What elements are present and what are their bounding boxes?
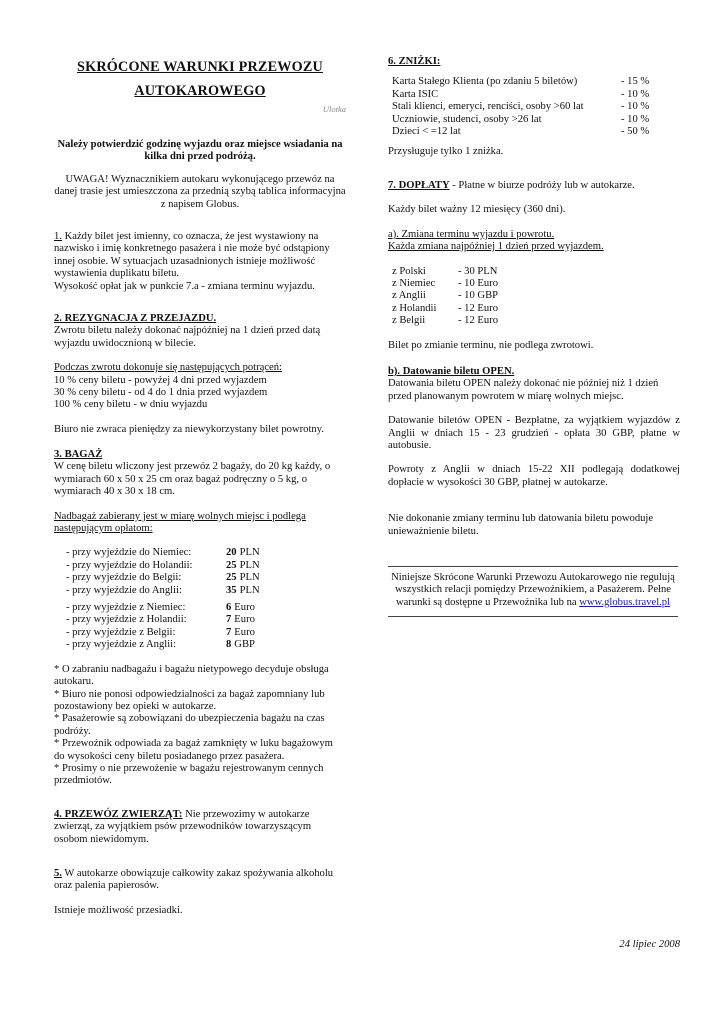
baggage-notes bbox=[54, 664, 346, 788]
fee-row: - przy wyjeździe z Niemiec: 6 Euro bbox=[66, 602, 255, 614]
section-7-intro: 7. DOPŁATY - Płatne w biurze podróży lub w autokarze. bbox=[388, 180, 635, 191]
section-6-note: Przysługuje tylko 1 zniżka. bbox=[388, 146, 504, 158]
section-7b bbox=[388, 366, 680, 538]
fee-row: - przy wyjeździe do Holandii: 25 PLN bbox=[66, 559, 260, 571]
deduction-item: 30 % ceny biletu - od 4 do 1 dnia przed wyjazdem bbox=[54, 387, 268, 399]
section-7b-text: Nie dokonanie zmiany terminu lub datowania biletu powoduje unieważnienie biletu. bbox=[388, 513, 654, 537]
section-3 bbox=[54, 449, 346, 788]
fee-row: - przy wyjeździe z Anglii: 8 GBP bbox=[66, 639, 255, 651]
disclaimer-text: Niniejsze Skrócone Warunki Przewozu Autokarowego nie regulują wszystkich relacji pomiędzy Przewoźnikiem, a Pasażerem. Pełne warunki są dostępne u Przewoźnika lub na bbox=[391, 572, 675, 608]
fee-row: - przy wyjeździe z Belgii: 7 Euro bbox=[66, 626, 255, 638]
surcharge-row: z Polski - 30 PLN bbox=[392, 265, 498, 277]
section-3-subheading: Nadbagaż zabierany jest w miarę wolnych miejsc i podlega następującym opłatom: bbox=[54, 510, 306, 535]
fees-to-list bbox=[54, 547, 346, 597]
ticket-validity: Każdy bilet ważny 12 miesięcy (360 dni). bbox=[388, 204, 566, 216]
section-3-text: W cenę biletu wliczony jest przewóz 2 bagaży, do 20 kg każdy, o wymiarach 60 x 50 x 25 cm oraz bagaż podręczny o 5 kg, o wymiarach 40 x 30 x 18 cm. bbox=[54, 461, 331, 498]
section-2 bbox=[54, 313, 346, 436]
fee-row: - przy wyjeździe z Holandii: 7 Euro bbox=[66, 614, 255, 626]
section-1-fee: Wysokość opłat jak w punkcie 7.a - zmiana terminu wyjazdu. bbox=[54, 280, 315, 292]
fees-from-list bbox=[54, 602, 346, 652]
section-2-subheading: Podczas zwrotu dokonuje się następujących potrąceń: bbox=[54, 362, 282, 374]
deduction-item: 100 % ceny biletu - w dniu wyjazdu bbox=[54, 399, 208, 411]
document-date: 24 lipiec 2008 bbox=[619, 939, 680, 950]
section-1-text: 1. Każdy bilet jest imienny, co oznacza, że jest wystawiony na nazwisko i imię konkretnego pasażera i nie może być odstąpiony innej osobie. W sytuacjach uzasadnionych istnieje możliwość wystawienia duplikatu biletu. bbox=[54, 231, 330, 280]
baggage-note: * Pasażerowie są zobowiązani do ubezpieczenia bagażu na czas podróży. bbox=[54, 713, 325, 737]
section-3-heading: 3. BAGAŻ bbox=[54, 449, 103, 460]
section-1-number: 1. bbox=[54, 231, 62, 242]
section-5 bbox=[54, 868, 346, 917]
section-2-text: Zwrotu biletu należy dokonać najpóźniej na 1 dzień przed datą wyjazdu uwidocznioną w bilecie. bbox=[54, 325, 321, 349]
deduction-item: 10 % ceny biletu - powyżej 4 dni przed wyjazdem bbox=[54, 374, 267, 386]
section-4-heading: 4. PRZEWÓZ ZWIERZĄT: bbox=[54, 809, 183, 820]
section-4-text: 4. PRZEWÓZ ZWIERZĄT: Nie przewozimy w autokarze zwierząt, za wyjątkiem psów przewodników towarzyszącym osobom niewidomym. bbox=[54, 809, 312, 845]
fee-row: - przy wyjeździe do Belgii: 25 PLN bbox=[66, 572, 260, 584]
discount-row: Uczniowie, studenci, osoby >26 lat - 10 % bbox=[392, 113, 650, 125]
section-7b-heading: b). Datowanie biletu OPEN. bbox=[388, 366, 515, 377]
leaflet-label: Ulotka bbox=[322, 104, 346, 114]
section-4 bbox=[54, 809, 346, 846]
section-7b-text: Powroty z Anglii w dniach 15-22 XII podlegają dodatkowej dopłacie w wysokości 30 GBP, płatnej w autokarze. bbox=[388, 464, 680, 488]
disclaimer-box bbox=[388, 566, 678, 617]
section-7a-heading: a). Zmiana terminu wyjazdu i powrotu. bbox=[388, 228, 555, 240]
discount-row: Karta Stałego Klienta (po zdaniu 5 biletów) - 15 % bbox=[392, 76, 650, 88]
surcharge-row: z Belgii - 12 Euro bbox=[392, 315, 499, 327]
baggage-note: * Biuro nie ponosi odpowiedzialności za bagaż zapomniany lub pozostawiony bez opieki w autokarze. bbox=[54, 688, 325, 712]
section-7-heading: 7. DOPŁATY bbox=[388, 180, 450, 191]
section-5-note: Istnieje możliwość przesiadki. bbox=[54, 904, 183, 916]
section-6-heading: 6. ZNIŻKI: bbox=[388, 56, 441, 67]
discount-row: Dzieci < =12 lat - 50 % bbox=[392, 126, 650, 138]
discount-list bbox=[388, 76, 680, 138]
surcharge-row: z Holandii - 12 Euro bbox=[392, 302, 499, 314]
section-5-text: 5. W autokarze obowiązuje całkowity zakaz spożywania alkoholu oraz palenia papierosów. bbox=[54, 868, 334, 892]
section-7a-subheading: Każda zmiana najpóźniej 1 dzień przed wyjazdem. bbox=[388, 241, 604, 253]
uwaga-notice: UWAGA! Wyznacznikiem autokaru wykonującego przewóz na danej trasie jest umieszczona za przednią szybą tablica informacyjna z napisem Globus. bbox=[54, 174, 346, 210]
section-6 bbox=[388, 56, 680, 159]
document-title: SKRÓCONE WARUNKI PRZEWOZU AUTOKAROWEGO bbox=[77, 59, 323, 99]
confirm-notice: Należy potwierdzić godzinę wyjazdu oraz miejsce wsiadania na kilka dni przed podróżą. bbox=[57, 139, 343, 163]
baggage-note: * O zabraniu nadbagażu i bagażu nietypowego decyduje obsługa autokaru. bbox=[54, 663, 329, 688]
discount-row: Stali klienci, emeryci, renciści, osoby >60 lat - 10 % bbox=[392, 101, 650, 113]
surcharge-list bbox=[388, 266, 680, 328]
baggage-note: * Przewoźnik odpowiada za bagaż zamknięty w luku bagażowym do wysokości ceny biletu posiadanego przez pasażera. bbox=[54, 738, 333, 762]
baggage-note: * Prosimy o nie przewożenie w bagażu rejestrowanym cennych przedmiotów. bbox=[54, 762, 324, 787]
fee-row: - przy wyjeździe do Anglii: 35 PLN bbox=[66, 584, 260, 596]
surcharge-row: z Niemiec - 10 Euro bbox=[392, 278, 499, 290]
discount-row: Karta ISIC - 10 % bbox=[392, 88, 650, 100]
section-2-note: Biuro nie zwraca pieniędzy za niewykorzystany bilet powrotny. bbox=[54, 423, 324, 435]
section-5-number: 5. bbox=[54, 868, 62, 879]
section-7b-text: Datowanie biletów OPEN - Bezpłatne, za wyjątkiem wyjazdów z Anglii w dniach 15 - 23 grudzień - opłata 30 GBP, płatne w autobusie. bbox=[388, 415, 680, 452]
website-link[interactable]: www.globus.travel.pl bbox=[579, 596, 671, 608]
section-2-heading: 2. REZYGNACJA Z PRZEJAZDU. bbox=[54, 313, 217, 324]
surcharge-row: z Anglii - 10 GBP bbox=[392, 290, 499, 302]
section-7a-note: Bilet po zmianie terminu, nie podlega zwrotowi. bbox=[388, 339, 594, 351]
section-7b-text: Datowania biletu OPEN należy dokonać nie później niż 1 dzień przed planowanym powrotem w miarę wolnych miejsc. bbox=[388, 378, 659, 402]
section-1 bbox=[54, 231, 346, 293]
section-7 bbox=[388, 180, 680, 352]
fee-row: - przy wyjeździe do Niemiec: 20 PLN bbox=[66, 547, 260, 559]
